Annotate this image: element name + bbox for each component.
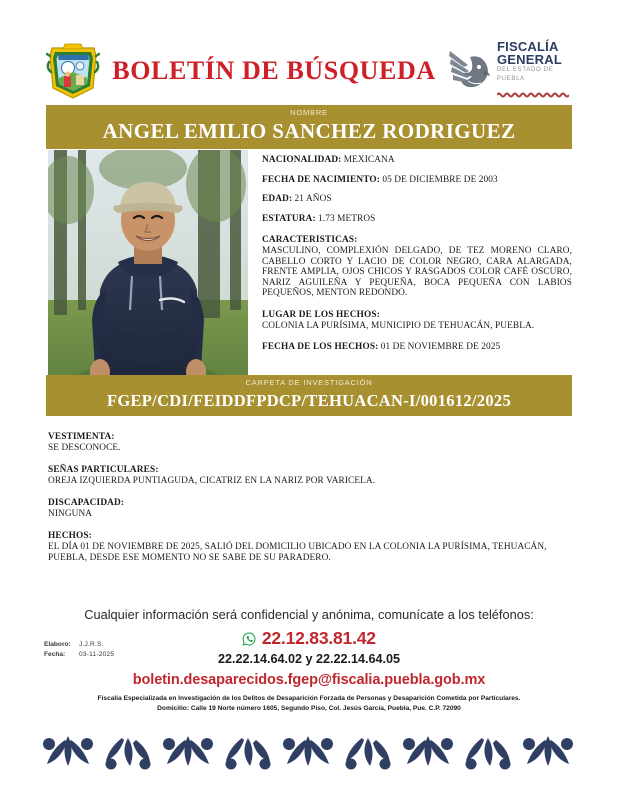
detail-fecha-nacimiento (262, 175, 572, 186)
fiscalia-eagle-head-emblem-icon (448, 47, 492, 95)
lugar-hechos-value: COLONIA LA PURÍSIMA, MUNICIPIO DE TEHUACÁN, PUEBLA. (262, 320, 535, 331)
person-details (262, 155, 572, 362)
detail-estatura (262, 214, 572, 225)
estatura-label: ESTATURA: (262, 213, 316, 224)
vestimenta-value: SE DESCONOCE. (48, 443, 121, 453)
edad-label: EDAD: (262, 194, 293, 205)
detail-fecha-hechos (262, 342, 572, 353)
secondary-phones[interactable]: 22.22.14.64.02 y 22.22.14.64.05 (217, 652, 401, 666)
elaboration-stamp (44, 640, 156, 659)
fiscalia-line-3: DEL ESTADO DE PUEBLA (497, 66, 554, 82)
fine-print-line-1: Fiscalía Especializada en Investigación de los Delitos de Desaparición Forzada de Personas y Desaparición Cometida por Particulares. (97, 695, 521, 702)
stamp-elaboro-row (44, 640, 156, 650)
fiscalia-wave-ornament-icon (497, 85, 572, 103)
caracteristicas-value: MASCULINO, COMPLEXIÓN DELGADO, DE TEZ MORENO CLARO, CABELLO CORTO Y LACIO DE COLOR NEGRO, CARA ALARGADA, FRENTE AMPLIA, OJOS CHICOS Y RASGADOS COLOR CAFÉ OSCURO, NARIZ AGUILEÑA Y PEQUEÑA, BOCA PEQUEÑA CON LABIOS PEQUEÑOS, MENTON REDONDO. (262, 245, 572, 299)
detail-lugar-hechos (262, 310, 572, 331)
confidentiality-notice: Cualquier información será confidencial y anónima, comunícate a los teléfonos: (84, 607, 534, 622)
fecha-hechos-value: 01 DE NOVIEMBRE DE 2025 (380, 342, 501, 353)
elaboro-label: Elaboro: (44, 641, 71, 648)
fiscalia-line-1: FISCALÍA (497, 38, 559, 54)
detail-edad (262, 194, 572, 205)
footer-fine-print (0, 694, 618, 713)
name-banner (46, 105, 572, 149)
discapacidad-value: NINGUNA (48, 509, 93, 519)
page-header (46, 40, 572, 102)
lugar-hechos-label: LUGAR DE LOS HECHOS: (262, 309, 380, 320)
senas-particulares-label: SEÑAS PARTICULARES: (48, 465, 159, 475)
additional-information (48, 432, 572, 575)
name-label: NOMBRE (290, 108, 328, 117)
detail-caracteristicas (262, 235, 572, 299)
section-vestimenta (48, 432, 572, 454)
nacionalidad-label: NACIONALIDAD: (262, 155, 342, 165)
puebla-state-coat-of-arms-icon (46, 42, 100, 100)
footer-ornament (42, 728, 576, 774)
senas-particulares-value: OREJA IZQUIERDA PUNTIAGUDA, CICATRIZ EN LA NARIZ POR VARICELA. (48, 476, 376, 486)
carpeta-investigacion-banner (46, 375, 572, 416)
edad-value: 21 AÑOS (294, 194, 332, 205)
fecha-nacimiento-value: 05 DE DICIEMBRE DE 2003 (382, 174, 498, 185)
nacionalidad-value: MEXICANA (343, 155, 395, 165)
primary-phone-number: 22.12.83.81.42 (261, 628, 376, 648)
carpeta-label: CARPETA DE INVESTIGACIÓN (245, 378, 373, 387)
hechos-label: HECHOS: (48, 531, 92, 541)
fecha-nacimiento-label: FECHA DE NACIMIENTO: (262, 174, 381, 185)
fecha-hechos-label: FECHA DE LOS HECHOS: (262, 342, 379, 353)
contact-email[interactable]: boletin.desaparecidos.fgep@fiscalia.puebla.gob.mx (132, 672, 486, 688)
whatsapp-icon (242, 630, 261, 650)
page-title: BOLETÍN DE BÚSQUEDA (112, 56, 436, 85)
fine-print-line-2: Domicilio: Calle 19 Norte número 1605, Segundo Piso, Col. Jesús García, Puebla, Pue. C.P. 72090 (157, 704, 461, 712)
fiscalia-line-2: GENERAL (497, 51, 562, 67)
person-photo (48, 150, 248, 385)
caracteristicas-label: CARACTERISTICAS: (262, 235, 358, 246)
hechos-value: EL DÍA 01 DE NOVIEMBRE DE 2025, SALIÓ DEL DOMICILIO UBICADO EN LA COLONIA LA PURÍSIMA, TEHUACÁN, PUEBLA, DESDE ESE MOMENTO NO SE SABE DE SU PARADERO. (48, 542, 547, 563)
stamp-fecha-value: 03-11-2025 (79, 650, 115, 658)
person-name: ANGEL EMILIO SANCHEZ RODRIGUEZ (102, 119, 516, 143)
discapacidad-label: DISCAPACIDAD: (48, 498, 125, 508)
elaboro-value: J.J.R.S. (79, 641, 104, 648)
carpeta-number: FGEP/CDI/FEIDDFPDCP/TEHUACAN-I/001612/2025 (106, 391, 511, 410)
section-senas-particulares (48, 465, 572, 487)
detail-nacionalidad (262, 155, 572, 166)
estatura-value: 1.73 METROS (318, 213, 376, 224)
stamp-fecha-row (44, 650, 156, 660)
vestimenta-label: VESTIMENTA: (48, 432, 115, 442)
fiscalia-general-logo (448, 38, 572, 97)
stamp-fecha-label: Fecha: (44, 650, 66, 658)
section-discapacidad (48, 498, 572, 520)
section-hechos (48, 531, 572, 564)
